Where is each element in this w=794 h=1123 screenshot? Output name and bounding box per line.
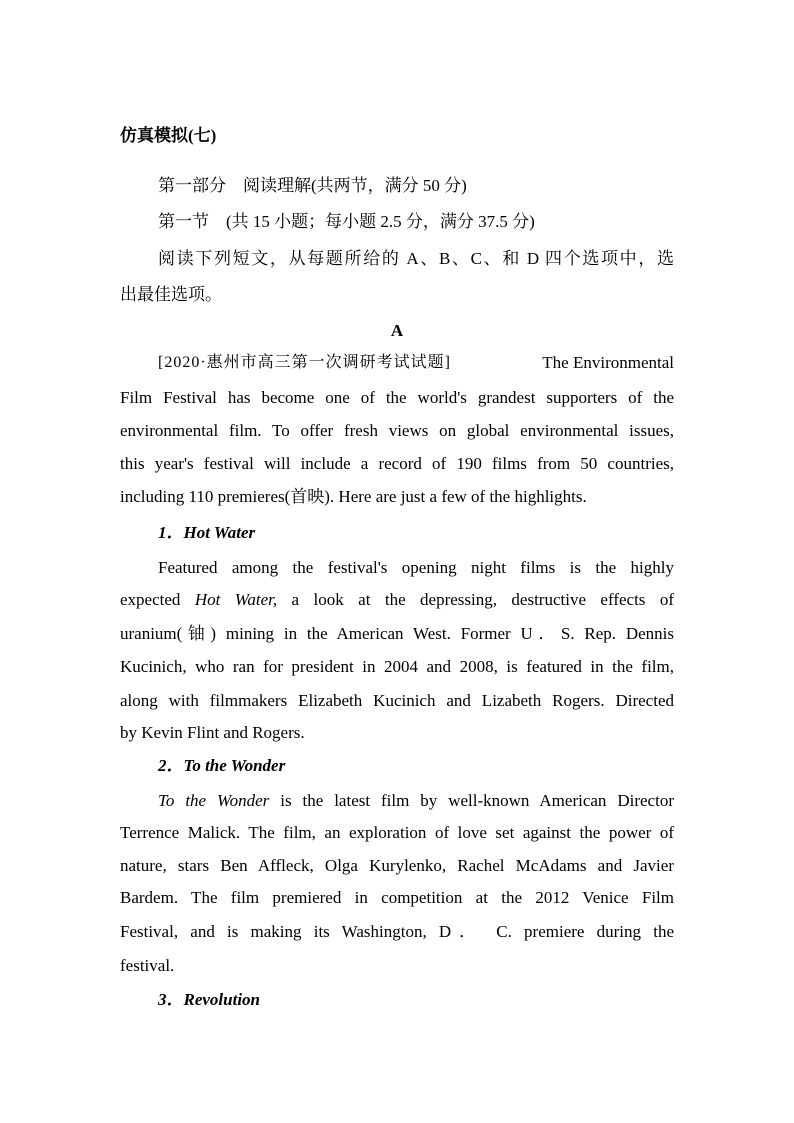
item2-line-3: nature, stars Ben Affleck, Olga Kurylenko, Rachel McAdams and Javier [120, 856, 674, 875]
item2-line-5: Festival, and is making its Washington, D． C. premiere during the [120, 922, 674, 941]
item2-line-6: festival. [120, 956, 175, 975]
item2-line-2: Terrence Malick. The film, an exploration of love set against the power of [120, 823, 674, 842]
item1-line-4: Kucinich, who ran for president in 2004 and 2008, is featured in the film, [120, 657, 674, 676]
item2-line-4: Bardem. The film premiered in competition at the 2012 Venice Film [120, 888, 674, 907]
source-citation: [2020·惠州市高三第一次调研考试试题] [158, 354, 451, 371]
part-heading: 第一部分 阅读理解(共两节，满分 50 分) [158, 176, 467, 195]
intro-line-4: this year's festival will include a record of 190 films from 50 countries, [120, 454, 674, 473]
item2-line-1-suffix: is the latest film by well-known American Director [269, 791, 674, 810]
item1-line-2-suffix: a look at the depressing, destructive effects of [277, 590, 675, 609]
item1-line-6: by Kevin Flint and Rogers. [120, 723, 305, 742]
item1-line-1: Featured among the festival's opening night films is the highly [158, 558, 674, 577]
source-line [158, 353, 674, 373]
intro-line-2: Film Festival has become one of the world's grandest supporters of the [120, 388, 674, 407]
intro-line-5: including 110 premieres(首映). Here are just a few of the highlights. [120, 487, 587, 506]
item3-heading: 3．Revolution [158, 990, 261, 1009]
item2-heading: 2．To the Wonder [158, 756, 286, 775]
item2-line-1 [158, 791, 674, 811]
intro-line-1: The Environmental [542, 353, 674, 372]
item1-line-3: uranium(铀) mining in the American West. Former U．S. Rep. Dennis [120, 624, 674, 643]
document-title: 仿真模拟(七) [120, 126, 217, 145]
film-title-hot-water: Hot Water, [194, 590, 278, 609]
film-title-to-the-wonder: To the Wonder [158, 791, 270, 810]
passage-label: A [390, 321, 404, 340]
intro-line-3: environmental film. To offer fresh views on global environmental issues, [120, 421, 674, 440]
item1-line-5: along with filmmakers Elizabeth Kucinich and Lizabeth Rogers. Directed [120, 691, 674, 710]
instruction-line-2: 出最佳选项。 [120, 285, 222, 304]
item1-line-2-prefix: expected [120, 590, 195, 609]
section-heading: 第一节 (共 15 小题；每小题 2.5 分，满分 37.5 分) [158, 212, 535, 231]
item1-heading: 1．Hot Water [158, 523, 256, 542]
item1-line-2 [120, 590, 674, 610]
instruction-line-1: 阅读下列短文，从每题所给的 A、B、C、和 D 四个选项中，选 [158, 249, 674, 268]
